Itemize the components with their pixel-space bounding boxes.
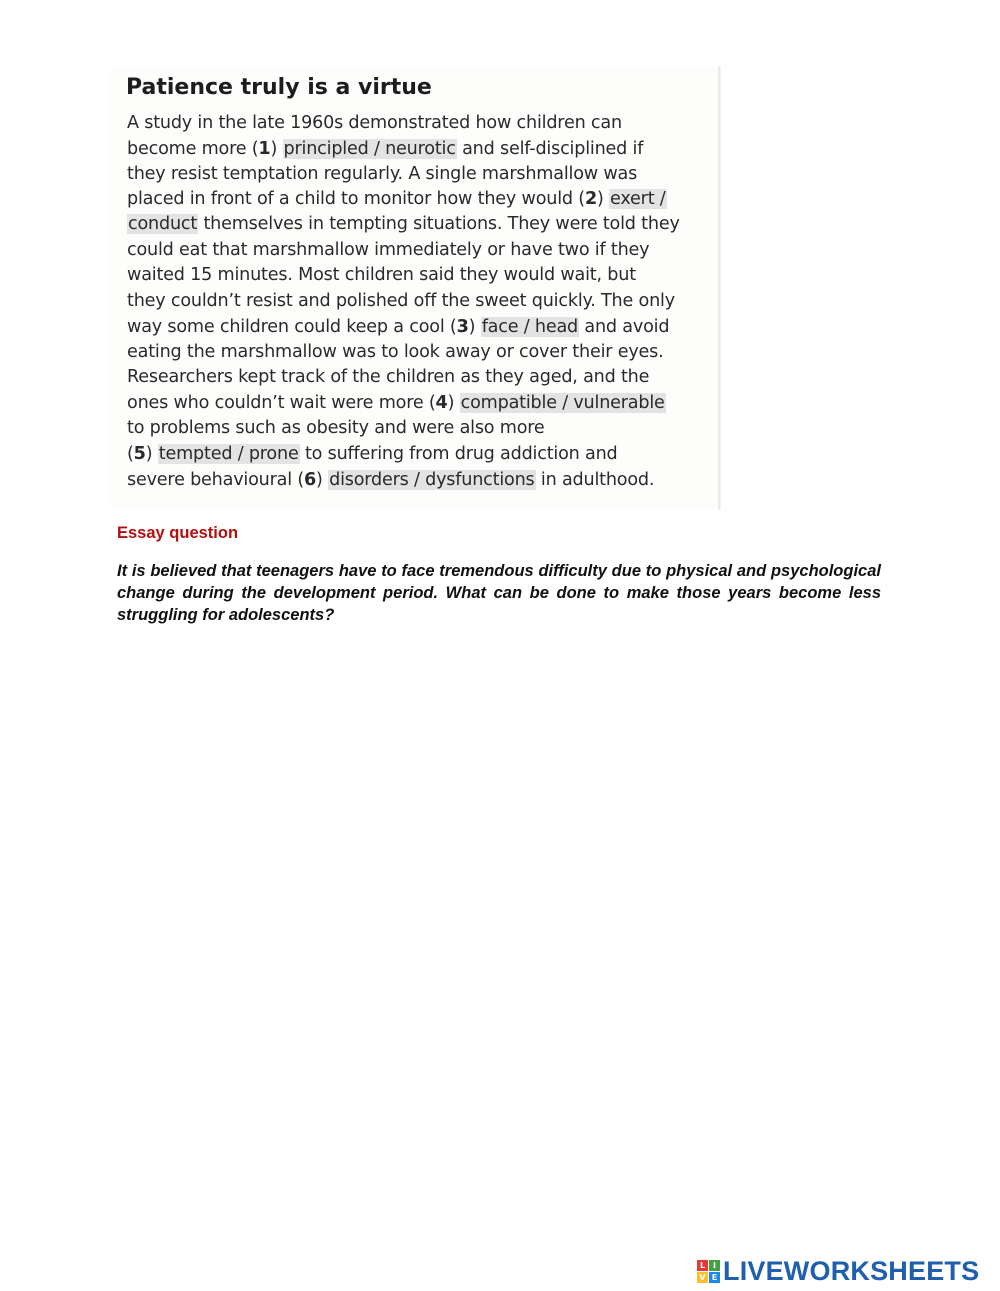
answer-choice[interactable]: conduct (128, 214, 198, 234)
passage-line: eating the marshmallow was to look away or cover their eyes. (127, 342, 664, 362)
answer-choice[interactable]: disorders / dysfunctions (329, 470, 535, 490)
passage-line: they couldn’t resist and polished off the sweet quickly. The only (127, 291, 675, 311)
essay-heading: Essay question (117, 524, 239, 542)
passage-line: A study in the late 1960s demonstrated how children can (127, 113, 622, 133)
question-number: 3 (456, 317, 469, 337)
liveworksheets-logo-text: LIVEWORKSHEETS (723, 1255, 980, 1286)
passage-line: (5) tempted / prone to suffering from drug addiction and (127, 444, 618, 464)
passage-line: to problems such as obesity and were also more (127, 418, 545, 438)
passage-line: become more (1) principled / neurotic and self-disciplined if (127, 139, 644, 159)
passage-line: conduct themselves in tempting situations. They were told they (128, 214, 680, 234)
passage-title: Patience truly is a virtue (126, 75, 432, 100)
passage-line: ones who couldn’t wait were more (4) compatible / vulnerable (127, 393, 665, 413)
question-number: 2 (584, 189, 597, 209)
answer-choice[interactable]: face / head (481, 317, 578, 337)
scan-edge (718, 66, 721, 510)
passage-line: way some children could keep a cool (3) face / head and avoid (127, 317, 670, 337)
logo-tile-icon: V (697, 1272, 708, 1283)
logo-tile-icon: I (709, 1260, 720, 1271)
logo-tile-icon: L (697, 1260, 708, 1271)
liveworksheets-logo-icon (697, 1260, 720, 1283)
passage-line: waited 15 minutes. Most children said they would wait, but (127, 265, 636, 285)
answer-choice[interactable]: tempted / prone (158, 444, 299, 464)
passage-line: could eat that marshmallow immediately or have two if they (127, 240, 650, 260)
passage-line: placed in front of a child to monitor how they would (2) exert / (127, 189, 666, 209)
passage-line: they resist temptation regularly. A single marshmallow was (127, 164, 638, 184)
essay-question: It is believed that teenagers have to face tremendous difficulty due to physical and psychological change during the development period. What can be done to make those years become less struggling for adolescents? (117, 562, 881, 624)
answer-choice[interactable]: principled / neurotic (283, 139, 456, 159)
question-number: 4 (435, 393, 448, 413)
passage-line: Researchers kept track of the children as they aged, and the (127, 367, 650, 387)
question-number: 5 (133, 444, 146, 464)
answer-choice[interactable]: compatible / vulnerable (460, 393, 665, 413)
logo-tile-icon: E (709, 1272, 720, 1283)
answer-choice[interactable]: exert / (610, 189, 666, 209)
liveworksheets-logo[interactable] (697, 1256, 979, 1286)
question-number: 6 (304, 470, 317, 490)
passage-line: severe behavioural (6) disorders / dysfunctions in adulthood. (127, 470, 655, 490)
question-number: 1 (258, 139, 271, 159)
